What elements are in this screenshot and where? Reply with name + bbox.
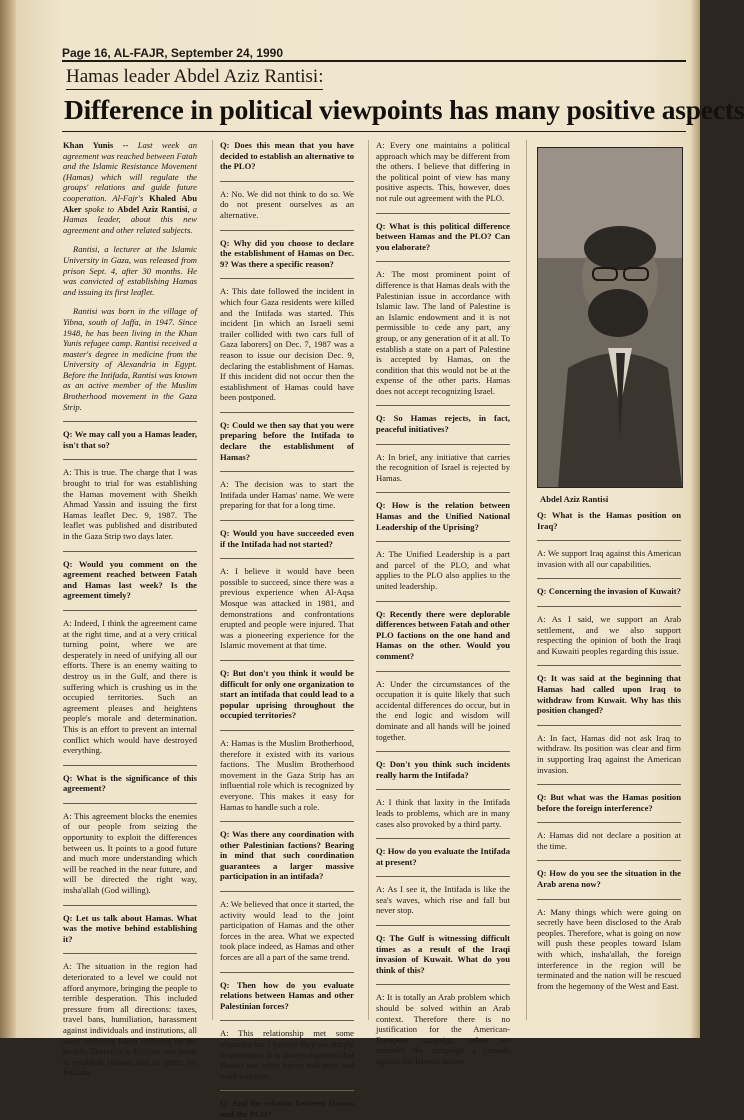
qa-separator — [537, 578, 681, 579]
answer-paragraph: A: This agreement blocks the enemies of our people from seizing the opportunity to exploit the differences between us. It points to a good future and much more understanding which will be reached in the near future, and will be directed the right way, insha'allah (God willing). — [63, 810, 197, 896]
qa-separator — [220, 730, 354, 731]
question-paragraph: Q: The Gulf is witnessing difficult times as a result of the Iraqi invasion of Kuwait. What do you think of this? — [376, 933, 510, 975]
answer-paragraph: A: No. We did not think to do so. We do not present ourselves as an alternative. — [220, 188, 354, 220]
qa-separator — [376, 541, 510, 542]
qa-separator — [376, 925, 510, 926]
answer-paragraph: A: We support Iraq against this American invasion with all our capabilities. — [537, 548, 681, 569]
qa-separator — [220, 520, 354, 521]
article-column-1 — [63, 140, 198, 1078]
qa-separator — [63, 421, 197, 422]
qa-separator — [537, 860, 681, 861]
qa-separator — [220, 972, 354, 973]
qa-separator — [63, 459, 197, 460]
photo-caption: Abdel Aziz Rantisi — [540, 494, 609, 504]
answer-paragraph: A: Hamas is the Muslim Brotherhood, therefore it existed with its various factions. The Muslim Brotherhood movement in the Gaza Strip has an influential role which is recognized by everyone. This makes it easy for Hamas to handle such a role. — [220, 737, 354, 812]
qa-separator — [63, 953, 197, 954]
column-divider — [368, 140, 369, 1020]
answer-paragraph: A: The most prominent point of difference is that Hamas deals with the Palestinian issue in accordance with Islamic law. The land of Palestine is an Islamic endowment and it is not permissible to cede any part, any group, or any generation of it at all. To establish a state on a part of Palestine is accepted by Hamas, on the condition that this would not be at the expense of the other parts. Hamas does not accept recognizing Israel. — [376, 269, 510, 396]
qa-separator — [63, 765, 197, 766]
answer-paragraph: A: In brief, any initiative that carries the recognition of Israel is rejected by Hamas. — [376, 451, 510, 483]
answer-paragraph: A: The situation in the region had deteriorated to a level we could not afford anymore, bringing the people to terrible desperation. This included pressure from all directions: taxes, travel bans, humiliation, harassment against individuals and institutions, all these inflicting harsh suffering on the people. Therefore a decision was made to establish Hamas, and to ignite the Intifada. — [63, 961, 197, 1078]
bold-name: Abdel Aziz Rantisi — [117, 203, 188, 214]
qa-separator — [537, 725, 681, 726]
qa-separator — [376, 838, 510, 839]
question-paragraph: Q: What is the Hamas position on Iraq? — [537, 510, 681, 531]
qa-separator — [376, 444, 510, 445]
qa-separator — [220, 230, 354, 231]
qa-separator — [220, 471, 354, 472]
answer-paragraph: A: This is true. The charge that I was brought to trial for was establishing the Hamas movement with Sheikh Ahmad Yassin and issuing the first Hamas leaflet Dec. 9, 1987. The leaflet was published and distributed in the Gaza Strip two days later. — [63, 467, 197, 541]
qa-separator — [220, 891, 354, 892]
question-paragraph: Q: How do you evaluate the Intifada at present? — [376, 846, 510, 867]
qa-separator — [220, 412, 354, 413]
article-headline: Difference in political viewpoints has many positive aspects — [64, 94, 744, 125]
header-rule — [62, 60, 686, 62]
question-paragraph: Q: Would you comment on the agreement reached between Fatah and Hamas last week? Is the agreement timely? — [63, 558, 197, 601]
question-paragraph: Q: What is the significance of this agreement? — [63, 772, 197, 794]
qa-separator — [537, 899, 681, 900]
qa-separator — [376, 601, 510, 602]
qa-separator — [63, 610, 197, 611]
answer-paragraph: A: Hamas did not declare a position at the time. — [537, 830, 681, 851]
qa-separator — [220, 821, 354, 822]
qa-separator — [376, 671, 510, 672]
question-paragraph: Q: Could we then say that you were preparing before the Intifada to declare the establishment of Hamas? — [220, 419, 354, 462]
qa-separator — [220, 181, 354, 182]
qa-separator — [376, 213, 510, 214]
intro-text: Last week an agreement was reached between Fatah and the Islamic Resistance Movement (Hamas) which will regulate the groups' relations and guide future cooperation. Al-Fajr's — [63, 140, 197, 203]
intro-text: spoke to — [81, 203, 118, 214]
question-paragraph: Q: What is this political difference between Hamas and the PLO? Can you elaborate? — [376, 220, 510, 252]
question-paragraph: Q: Why did you choose to declare the establishment of Hamas on Dec. 9? Was there a specific reason? — [220, 237, 354, 269]
qa-separator — [63, 803, 197, 804]
qa-separator — [376, 984, 510, 985]
answer-paragraph: A: Many things which were going on secretly have been disclosed to the Arab peoples. Therefore, what is going on now will push these peoples toward Islam with which, insha'allah, the foreign interference in the region will be terminated and the nation will be rescued from the hegemony of the West and East. — [537, 906, 681, 991]
qa-separator — [63, 905, 197, 906]
question-paragraph: Q: We may call you a Hamas leader, isn't that so? — [63, 429, 197, 450]
answer-paragraph: A: Every one maintains a political approach which may be different from the others. I believe that differing in the political point of view has many positive aspects. This, however, does not rule out agreement with the PLO. — [376, 140, 510, 203]
qa-separator — [63, 551, 197, 552]
answer-paragraph: A: As I see it, the Intifada is like the sea's waves, which rise and fall but never stop. — [376, 884, 510, 916]
column-divider — [526, 140, 527, 1020]
question-paragraph: Q: Recently there were deplorable differences between Fatah and other PLO factions on the one hand and Hamas on the other. Would you comment? — [376, 608, 510, 661]
qa-separator — [537, 784, 681, 785]
answer-paragraph: A: This date followed the incident in which four Gaza residents were killed and the Intifada was started. This incident [in which an Israeli semi trailer collided with two cars full of Gaza laborers] on Dec. 7, 1987 was a reason to issue our decision Dec. 9, declaring the establishment of Hamas. If this incident did not occur then the establishment of Hamas could have been postponed. — [220, 286, 354, 403]
answer-paragraph: A: Under the circumstances of the occupation it is quite likely that such accidental differences do occur, but in the end logic and wisdom will dominate and all hands will be joined together. — [376, 678, 510, 742]
answer-paragraph: A: This relationship met some obstacles but I believe they are simple to overcome. It is always expected that Hamas and other forces will meet and work together. — [220, 1028, 354, 1081]
intro-paragraph: Rantisi was born in the village of Yibna, south of Jaffa, in 1947. Since 1948, he has been living in the Khan Yunis refugee camp. Rantisi received a master's degree in medicine from the University of Alexandria in Egypt. Before the Intifada, Rantisi was known as an active member of the Muslim Brotherhood movement in the Gaza Strip. — [63, 306, 197, 412]
page-binding — [0, 0, 16, 1038]
question-paragraph: Q: But don't you think it would be difficult for only one organization to start an intifada that could lead to a popular uprising throughout the occupied territories? — [220, 667, 354, 721]
headline-rule — [62, 131, 686, 132]
article-kicker: Hamas leader Abdel Aziz Rantisi: — [66, 66, 323, 90]
qa-separator — [376, 405, 510, 406]
qa-separator — [376, 789, 510, 790]
question-paragraph: Q: Don't you think such incidents really harm the Intifada? — [376, 759, 510, 780]
question-paragraph: Q: So Hamas rejects, in fact, peaceful initiatives? — [376, 413, 510, 435]
intro-paragraph — [63, 140, 197, 235]
question-paragraph: Q: How do you see the situation in the Arab arena now? — [537, 868, 681, 890]
qa-separator — [537, 665, 681, 666]
question-paragraph: Q: Let us talk about Hamas. What was the motive behind establishing it? — [63, 912, 197, 944]
answer-paragraph: A: I think that laxity in the Intifada leads to problems, which are in many cases also provoked by a third party. — [376, 797, 510, 829]
article-column-3 — [376, 140, 510, 1066]
intro-text: , a Hamas leader, about this new agreement and other related subjects. — [63, 203, 198, 235]
intro-paragraph: Rantisi, a lecturer at the Islamic University in Gaza, was released from prison Sept. 4, after 30 months. He was convicted of establishing Hamas and issuing its first leaflet. — [63, 244, 197, 297]
qa-separator — [220, 278, 354, 279]
qa-separator — [220, 558, 354, 559]
qa-separator — [220, 660, 354, 661]
qa-separator — [537, 822, 681, 823]
question-paragraph: Q: Then how do you evaluate relations between Hamas and other Palestinian forces? — [220, 979, 354, 1011]
answer-paragraph: A: It is totally an Arab problem which should be solved within an Arab context. Therefore there is no justification for the American-European campaign, unless we consider the campaign a crusade against the Islamic nation. — [376, 992, 510, 1066]
qa-separator — [376, 876, 510, 877]
answer-paragraph: A: Indeed, I think the agreement came at the right time, and at a very critical turning point, where we are desperately in need of unifying all our efforts. There is an enemy waiting to destroy us in the Gulf, and there is suffering which is crushing us in the occupied territories. Such an agreement pleases and heightens people's morale and determination. This is an effort to prevent an internal conflict which would have destroyed everything. — [63, 617, 197, 756]
question-paragraph: Q: And the relation between Hamas and the PLO? — [220, 1098, 354, 1119]
qa-separator — [220, 1090, 354, 1091]
portrait-photo — [537, 147, 683, 488]
page-header: Page 16, AL-FAJR, September 24, 1990 — [62, 46, 283, 60]
article-column-4 — [537, 510, 681, 1030]
column-divider — [212, 140, 213, 1020]
answer-paragraph: A: I believe it would have been possible to succeed, since there was a previous experience when Al-Aqsa Mosque was attacked in 1981, and demonstrations and confrontations erupted and people were injured. That was a pioneering experience for the Islamic movement at that time. — [220, 566, 354, 651]
qa-separator — [537, 606, 681, 607]
qa-separator — [220, 1020, 354, 1021]
qa-separator — [537, 540, 681, 541]
article-column-2 — [220, 140, 354, 1119]
answer-paragraph: A: We believed that once it started, the activity would lead to the joint participation of Hamas and the other forces in the area. What we expected took place indeed, as Hamas and other forces are all a part of the same trend. — [220, 899, 354, 963]
bold-name: Khaled Abu Aker — [63, 192, 197, 214]
answer-paragraph: A: The decision was to start the Intifada under Hamas' name. We were preparing for that for a long time. — [220, 479, 354, 511]
question-paragraph: Q: How is the relation between Hamas and the Unified National Leadership of the Uprising? — [376, 500, 510, 532]
question-paragraph: Q: Would you have succeeded even if the Intifada had not started? — [220, 528, 354, 549]
qa-separator — [376, 492, 510, 493]
qa-separator — [376, 751, 510, 752]
answer-paragraph: A: In fact, Hamas did not ask Iraq to withdraw. Its position was clear and firm in supporting Iraq against the American invasion. — [537, 732, 681, 775]
answer-paragraph: A: As I said, we support an Arab settlement, and we also support respecting the opinion of both the Iraqi and Kuwaiti peoples regarding this issue. — [537, 613, 681, 656]
question-paragraph: Q: Was there any coordination with other Palestinian factions? Bearing in mind that such coordination guarantees a larger massive participation in an intifada? — [220, 829, 354, 882]
question-paragraph: Q: It was said at the beginning that Hamas had called upon Iraq to withdraw from Kuwait. Why has this position changed? — [537, 673, 681, 716]
bold-name: Khan Yunis -- — [63, 140, 129, 150]
question-paragraph: Q: Concerning the invasion of Kuwait? — [537, 586, 681, 597]
qa-separator — [376, 261, 510, 262]
answer-paragraph: A: The Unified Leadership is a part and parcel of the PLO, and what applies to the PLO also applies to the united leadership. — [376, 549, 510, 591]
portrait-figure-icon — [538, 148, 682, 487]
question-paragraph: Q: But what was the Hamas position before the foreign interference? — [537, 792, 681, 813]
question-paragraph: Q: Does this mean that you have decided to establish an alternative to the PLO? — [220, 140, 354, 172]
